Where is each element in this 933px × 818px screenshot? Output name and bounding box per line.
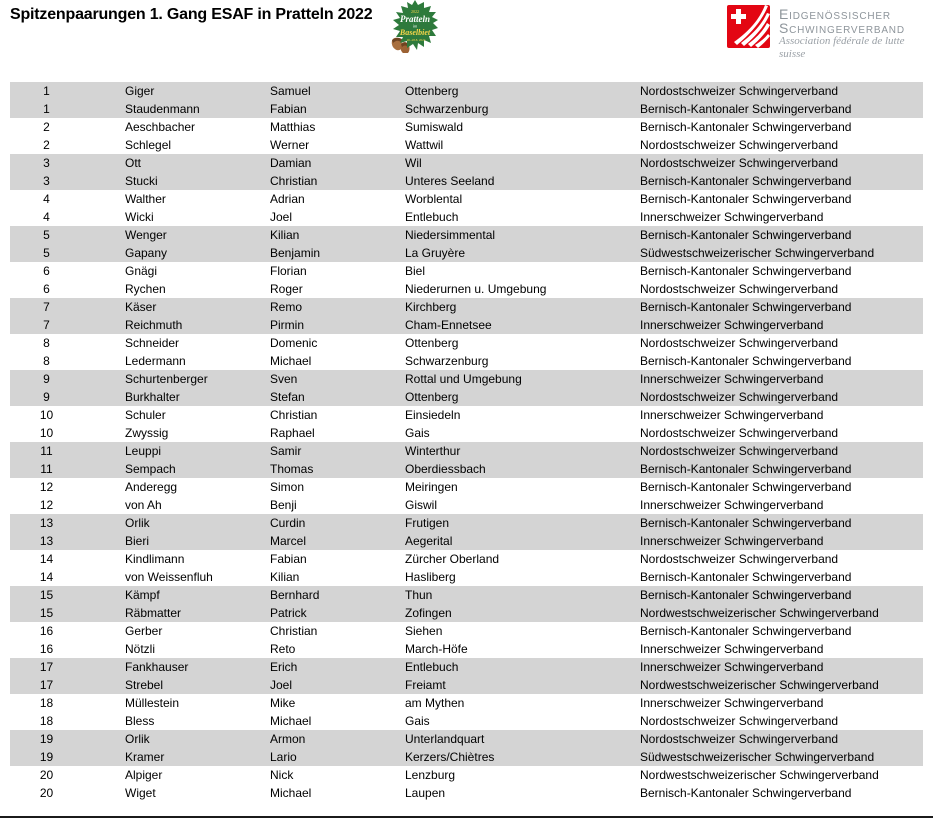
table-row bbox=[10, 316, 923, 334]
cell-rank: 15 bbox=[39, 606, 54, 620]
cell-association: Bernisch-Kantonaler Schwingerverband bbox=[640, 570, 852, 584]
cell-first-name: Michael bbox=[270, 786, 312, 800]
table-row bbox=[10, 748, 923, 766]
cell-club: Zürcher Oberland bbox=[405, 552, 500, 566]
table-row bbox=[10, 424, 923, 442]
cell-rank: 18 bbox=[39, 714, 54, 728]
cell-last-name: Schlegel bbox=[125, 138, 172, 152]
table-row bbox=[10, 640, 923, 658]
cell-last-name: Müllestein bbox=[125, 696, 180, 710]
cell-rank: 13 bbox=[39, 516, 54, 530]
cell-club: March-Höfe bbox=[405, 642, 468, 656]
cell-rank: 1 bbox=[43, 102, 50, 116]
table-row bbox=[10, 604, 923, 622]
cell-club: Cham-Ennetsee bbox=[405, 318, 492, 332]
cell-first-name: Marcel bbox=[270, 534, 307, 548]
cell-club: Niederurnen u. Umgebung bbox=[405, 282, 547, 296]
cell-rank: 12 bbox=[39, 480, 54, 494]
cell-club: Schwarzenburg bbox=[405, 102, 489, 116]
cell-first-name: Raphael bbox=[270, 426, 315, 440]
cell-last-name: Strebel bbox=[125, 678, 164, 692]
cell-club: Wattwil bbox=[405, 138, 444, 152]
table-row bbox=[10, 496, 923, 514]
cell-last-name: Staudenmann bbox=[125, 102, 200, 116]
cell-association: Nordostschweizer Schwingerverband bbox=[640, 138, 839, 152]
cell-club: Hasliberg bbox=[405, 570, 456, 584]
cell-rank: 9 bbox=[43, 390, 50, 404]
cell-rank: 5 bbox=[43, 228, 50, 242]
cell-association: Bernisch-Kantonaler Schwingerverband bbox=[640, 480, 852, 494]
cell-club: Ottenberg bbox=[405, 336, 459, 350]
cell-association: Bernisch-Kantonaler Schwingerverband bbox=[640, 300, 852, 314]
cell-first-name: Kilian bbox=[270, 570, 300, 584]
cell-association: Nordostschweizer Schwingerverband bbox=[640, 336, 839, 350]
cell-association: Innerschweizer Schwingerverband bbox=[640, 210, 824, 224]
table-row bbox=[10, 730, 923, 748]
cell-rank: 3 bbox=[43, 174, 50, 188]
cell-first-name: Damian bbox=[270, 156, 312, 170]
cell-first-name: Christian bbox=[270, 174, 318, 188]
cell-rank: 18 bbox=[39, 696, 54, 710]
cell-rank: 20 bbox=[39, 786, 54, 800]
cell-association: Bernisch-Kantonaler Schwingerverband bbox=[640, 174, 852, 188]
table-row bbox=[10, 226, 923, 244]
cell-association: Innerschweizer Schwingerverband bbox=[640, 642, 824, 656]
cell-first-name: Samuel bbox=[270, 84, 311, 98]
cell-association: Nordostschweizer Schwingerverband bbox=[640, 156, 839, 170]
cell-club: Einsiedeln bbox=[405, 408, 461, 422]
cell-first-name: Armon bbox=[270, 732, 306, 746]
cell-first-name: Adrian bbox=[270, 192, 305, 206]
cell-rank: 13 bbox=[39, 534, 54, 548]
table-row bbox=[10, 136, 923, 154]
table-row bbox=[10, 550, 923, 568]
table-row bbox=[10, 532, 923, 550]
cell-rank: 12 bbox=[39, 498, 54, 512]
cell-association: Bernisch-Kantonaler Schwingerverband bbox=[640, 588, 852, 602]
cell-last-name: Walther bbox=[125, 192, 166, 206]
table-row bbox=[10, 622, 923, 640]
cell-first-name: Bernhard bbox=[270, 588, 320, 602]
cell-last-name: Kämpf bbox=[125, 588, 160, 602]
cell-last-name: Gerber bbox=[125, 624, 163, 638]
cell-last-name: Burkhalter bbox=[125, 390, 180, 404]
table-row bbox=[10, 766, 923, 784]
cell-association: Innerschweizer Schwingerverband bbox=[640, 696, 824, 710]
cell-first-name: Christian bbox=[270, 624, 318, 638]
cell-club: Siehen bbox=[405, 624, 443, 638]
cell-association: Bernisch-Kantonaler Schwingerverband bbox=[640, 102, 852, 116]
cell-club: Unteres Seeland bbox=[405, 174, 495, 188]
esaf-pratteln-leaf-logo-icon bbox=[388, 0, 438, 53]
cell-club: Schwarzenburg bbox=[405, 354, 489, 368]
cell-first-name: Roger bbox=[270, 282, 303, 296]
cell-first-name: Joel bbox=[270, 678, 293, 692]
cell-rank: 6 bbox=[43, 264, 50, 278]
cell-last-name: Giger bbox=[125, 84, 155, 98]
cell-rank: 3 bbox=[43, 156, 50, 170]
cell-last-name: Räbmatter bbox=[125, 606, 182, 620]
cell-club: Lenzburg bbox=[405, 768, 456, 782]
cell-last-name: Orlik bbox=[125, 732, 150, 746]
table-row bbox=[10, 82, 923, 100]
cell-first-name: Patrick bbox=[270, 606, 307, 620]
cell-first-name: Benji bbox=[270, 498, 297, 512]
cell-club: Ottenberg bbox=[405, 84, 459, 98]
cell-rank: 14 bbox=[39, 570, 54, 584]
cell-club: Wil bbox=[405, 156, 422, 170]
cell-last-name: Orlik bbox=[125, 516, 150, 530]
cell-rank: 10 bbox=[39, 408, 54, 422]
cell-first-name: Kilian bbox=[270, 228, 300, 242]
cell-first-name: Christian bbox=[270, 408, 318, 422]
cell-last-name: Wiget bbox=[125, 786, 156, 800]
cell-rank: 16 bbox=[39, 642, 54, 656]
cell-rank: 15 bbox=[39, 588, 54, 602]
table-row bbox=[10, 298, 923, 316]
table-row bbox=[10, 262, 923, 280]
cell-last-name: Bless bbox=[125, 714, 155, 728]
cell-club: Frutigen bbox=[405, 516, 450, 530]
table-row bbox=[10, 694, 923, 712]
cell-association: Nordwestschweizerischer Schwingerverband bbox=[640, 678, 879, 692]
cell-last-name: Wenger bbox=[125, 228, 167, 242]
cell-association: Innerschweizer Schwingerverband bbox=[640, 660, 824, 674]
svg-text:Baselbiet: Baselbiet bbox=[399, 28, 431, 37]
cell-association: Nordostschweizer Schwingerverband bbox=[640, 282, 839, 296]
table-row bbox=[10, 388, 923, 406]
cell-last-name: Zwyssig bbox=[125, 426, 169, 440]
cell-club: Unterlandquart bbox=[405, 732, 485, 746]
cell-association: Nordostschweizer Schwingerverband bbox=[640, 444, 839, 458]
cell-club: Winterthur bbox=[405, 444, 461, 458]
cell-club: Rottal und Umgebung bbox=[405, 372, 522, 386]
cell-last-name: Leuppi bbox=[125, 444, 162, 458]
cell-association: Bernisch-Kantonaler Schwingerverband bbox=[640, 354, 852, 368]
cell-club: Oberdiessbach bbox=[405, 462, 486, 476]
cell-first-name: Florian bbox=[270, 264, 307, 278]
cell-first-name: Matthias bbox=[270, 120, 316, 134]
cell-rank: 7 bbox=[43, 300, 50, 314]
cell-club: Giswil bbox=[405, 498, 437, 512]
cell-rank: 2 bbox=[43, 120, 50, 134]
table-row bbox=[10, 784, 923, 802]
cell-club: Entlebuch bbox=[405, 210, 459, 224]
table-row bbox=[10, 334, 923, 352]
table-row bbox=[10, 172, 923, 190]
cell-club: Biel bbox=[405, 264, 426, 278]
cell-rank: 17 bbox=[39, 660, 54, 674]
cell-rank: 8 bbox=[43, 336, 50, 350]
cell-first-name: Stefan bbox=[270, 390, 305, 404]
table-row bbox=[10, 676, 923, 694]
pairings-table bbox=[10, 82, 923, 802]
table-row bbox=[10, 460, 923, 478]
cell-last-name: Alpiger bbox=[125, 768, 163, 782]
cell-first-name: Michael bbox=[270, 714, 312, 728]
cell-rank: 4 bbox=[43, 192, 50, 206]
cell-last-name: von Weissenfluh bbox=[125, 570, 213, 584]
table-row bbox=[10, 208, 923, 226]
table-row bbox=[10, 190, 923, 208]
cell-first-name: Remo bbox=[270, 300, 303, 314]
cell-last-name: von Ah bbox=[125, 498, 162, 512]
cell-association: Nordwestschweizerischer Schwingerverband bbox=[640, 768, 879, 782]
table-row bbox=[10, 370, 923, 388]
cell-first-name: Thomas bbox=[270, 462, 314, 476]
cell-rank: 14 bbox=[39, 552, 54, 566]
cell-rank: 19 bbox=[39, 750, 54, 764]
cell-rank: 7 bbox=[43, 318, 50, 332]
cell-association: Südwestschweizerischer Schwingerverband bbox=[640, 750, 875, 764]
cell-association: Bernisch-Kantonaler Schwingerverband bbox=[640, 192, 852, 206]
table-row bbox=[10, 658, 923, 676]
table-row bbox=[10, 118, 923, 136]
cell-rank: 10 bbox=[39, 426, 54, 440]
svg-text:im: im bbox=[412, 23, 418, 29]
cell-last-name: Nötzli bbox=[125, 642, 156, 656]
cell-last-name: Käser bbox=[125, 300, 157, 314]
cell-club: Thun bbox=[405, 588, 433, 602]
cell-association: Innerschweizer Schwingerverband bbox=[640, 534, 824, 548]
cell-last-name: Fankhauser bbox=[125, 660, 189, 674]
table-row bbox=[10, 568, 923, 586]
cell-rank: 5 bbox=[43, 246, 50, 260]
cell-association: Nordostschweizer Schwingerverband bbox=[640, 714, 839, 728]
cell-first-name: Benjamin bbox=[270, 246, 321, 260]
cell-association: Südwestschweizerischer Schwingerverband bbox=[640, 246, 875, 260]
cell-rank: 9 bbox=[43, 372, 50, 386]
cell-association: Nordwestschweizerischer Schwingerverband bbox=[640, 606, 879, 620]
cell-club: Gais bbox=[405, 714, 430, 728]
cell-first-name: Curdin bbox=[270, 516, 306, 530]
table-row bbox=[10, 280, 923, 298]
cell-last-name: Schuler bbox=[125, 408, 166, 422]
cell-first-name: Fabian bbox=[270, 102, 307, 116]
table-row bbox=[10, 244, 923, 262]
cell-association: Bernisch-Kantonaler Schwingerverband bbox=[640, 264, 852, 278]
cell-club: Freiamt bbox=[405, 678, 446, 692]
cell-association: Innerschweizer Schwingerverband bbox=[640, 372, 824, 386]
cell-rank: 8 bbox=[43, 354, 50, 368]
table-row bbox=[10, 352, 923, 370]
cell-club: Kerzers/Chiètres bbox=[405, 750, 495, 764]
cell-last-name: Wicki bbox=[125, 210, 154, 224]
cell-club: Laupen bbox=[405, 786, 446, 800]
cell-first-name: Michael bbox=[270, 354, 312, 368]
cell-first-name: Pirmin bbox=[270, 318, 305, 332]
svg-text:26.-28.8. 2022: 26.-28.8. 2022 bbox=[406, 38, 426, 42]
esv-wordmark bbox=[779, 5, 933, 61]
cell-association: Bernisch-Kantonaler Schwingerverband bbox=[640, 624, 852, 638]
cell-rank: 19 bbox=[39, 732, 54, 746]
cell-last-name: Anderegg bbox=[125, 480, 178, 494]
table-row bbox=[10, 154, 923, 172]
cell-club: Aegerital bbox=[405, 534, 453, 548]
esv-wordmark-line2: Schwingerverband bbox=[779, 20, 905, 36]
cell-rank: 17 bbox=[39, 678, 54, 692]
cell-last-name: Sempach bbox=[125, 462, 176, 476]
cell-club: Sumiswald bbox=[405, 120, 464, 134]
cell-last-name: Gnägi bbox=[125, 264, 158, 278]
cell-association: Bernisch-Kantonaler Schwingerverband bbox=[640, 462, 852, 476]
cell-club: Niedersimmental bbox=[405, 228, 496, 242]
cell-first-name: Samir bbox=[270, 444, 302, 458]
cell-association: Innerschweizer Schwingerverband bbox=[640, 318, 824, 332]
cell-first-name: Reto bbox=[270, 642, 296, 656]
cell-club: Gais bbox=[405, 426, 430, 440]
cell-club: am Mythen bbox=[405, 696, 465, 710]
cell-last-name: Aeschbacher bbox=[125, 120, 196, 134]
cell-club: Worblental bbox=[405, 192, 463, 206]
cell-rank: 2 bbox=[43, 138, 50, 152]
cell-association: Nordostschweizer Schwingerverband bbox=[640, 426, 839, 440]
cell-first-name: Sven bbox=[270, 372, 298, 386]
table-row bbox=[10, 712, 923, 730]
cell-association: Innerschweizer Schwingerverband bbox=[640, 408, 824, 422]
cell-association: Nordostschweizer Schwingerverband bbox=[640, 732, 839, 746]
cell-association: Bernisch-Kantonaler Schwingerverband bbox=[640, 786, 852, 800]
svg-text:2022: 2022 bbox=[411, 9, 419, 14]
cell-club: Zofingen bbox=[405, 606, 452, 620]
esv-wordmark-line3: Association fédérale de lutte suisse bbox=[779, 35, 905, 60]
cell-association: Bernisch-Kantonaler Schwingerverband bbox=[640, 120, 852, 134]
cell-last-name: Schneider bbox=[125, 336, 180, 350]
cell-first-name: Joel bbox=[270, 210, 293, 224]
cell-last-name: Stucki bbox=[125, 174, 158, 188]
cell-last-name: Gapany bbox=[125, 246, 168, 260]
table-row bbox=[10, 406, 923, 424]
cell-first-name: Erich bbox=[270, 660, 298, 674]
cell-last-name: Kramer bbox=[125, 750, 165, 764]
cell-last-name: Ledermann bbox=[125, 354, 186, 368]
esv-flag-icon bbox=[727, 5, 770, 48]
table-row bbox=[10, 442, 923, 460]
table-row bbox=[10, 100, 923, 118]
page-title: Spitzenpaarungen 1. Gang ESAF in Pratteln 2022 bbox=[10, 6, 373, 23]
cell-rank: 1 bbox=[43, 84, 50, 98]
cell-club: Kirchberg bbox=[405, 300, 457, 314]
cell-rank: 11 bbox=[40, 462, 53, 476]
cell-association: Innerschweizer Schwingerverband bbox=[640, 498, 824, 512]
cell-association: Bernisch-Kantonaler Schwingerverband bbox=[640, 228, 852, 242]
table-row bbox=[10, 586, 923, 604]
cell-association: Nordostschweizer Schwingerverband bbox=[640, 84, 839, 98]
cell-first-name: Nick bbox=[270, 768, 294, 782]
cell-club: Ottenberg bbox=[405, 390, 459, 404]
cell-first-name: Mike bbox=[270, 696, 296, 710]
cell-association: Bernisch-Kantonaler Schwingerverband bbox=[640, 516, 852, 530]
cell-rank: 16 bbox=[39, 624, 54, 638]
cell-first-name: Fabian bbox=[270, 552, 307, 566]
cell-association: Nordostschweizer Schwingerverband bbox=[640, 552, 839, 566]
cell-rank: 4 bbox=[43, 210, 50, 224]
cell-first-name: Domenic bbox=[270, 336, 318, 350]
cell-last-name: Kindlimann bbox=[125, 552, 185, 566]
cell-last-name: Ott bbox=[125, 156, 142, 170]
cell-club: Meiringen bbox=[405, 480, 458, 494]
table-row bbox=[10, 514, 923, 532]
cell-rank: 11 bbox=[40, 444, 53, 458]
cell-club: Entlebuch bbox=[405, 660, 459, 674]
cell-last-name: Reichmuth bbox=[125, 318, 183, 332]
table-row bbox=[10, 478, 923, 496]
cell-last-name: Bieri bbox=[125, 534, 150, 548]
cell-first-name: Simon bbox=[270, 480, 305, 494]
cell-last-name: Rychen bbox=[125, 282, 166, 296]
cell-rank: 20 bbox=[39, 768, 54, 782]
cell-club: La Gruyère bbox=[405, 246, 466, 260]
esv-wordmark-line1: Eidgenössischer bbox=[779, 6, 891, 22]
cell-rank: 6 bbox=[43, 282, 50, 296]
cell-last-name: Schurtenberger bbox=[125, 372, 208, 386]
cell-first-name: Lario bbox=[270, 750, 297, 764]
cell-first-name: Werner bbox=[270, 138, 310, 152]
esv-logo bbox=[727, 5, 933, 61]
cell-association: Nordostschweizer Schwingerverband bbox=[640, 390, 839, 404]
svg-text:Pratteln: Pratteln bbox=[399, 14, 431, 24]
